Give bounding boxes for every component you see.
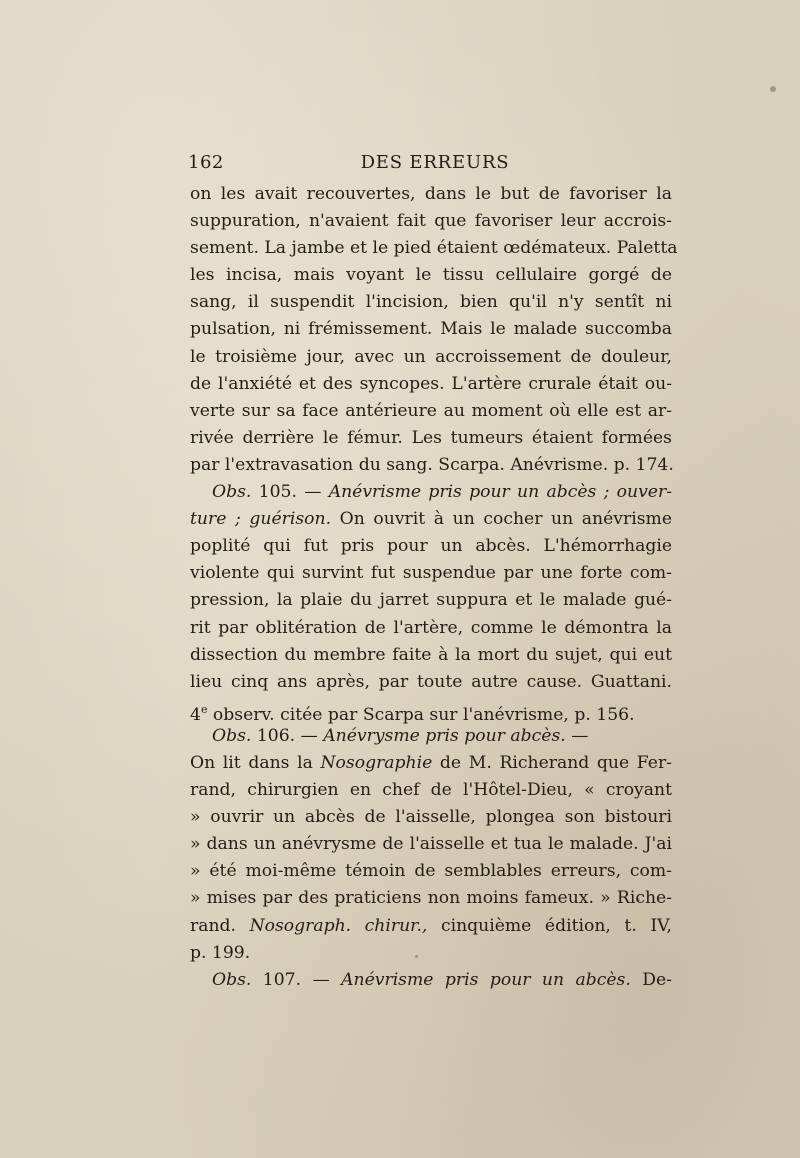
text-line: sement. La jambe et le pied étaient œdémateux. Paletta — [190, 238, 678, 259]
obs-number: 106. — — [251, 725, 318, 746]
text-line — [190, 750, 672, 777]
obs-label: Obs. — [212, 725, 252, 746]
paper-speck — [770, 86, 776, 92]
obs-title: Anévrisme pris pour un abcès. — [341, 969, 631, 990]
text-line: on les avait recouvertes, dans le but de favoriser la — [190, 184, 672, 204]
text-fragment: rand. — [190, 915, 250, 936]
text-line: sang, il suspendit l'incision, bien qu'il n'y sentît ni — [190, 292, 672, 313]
text-fragment: observ. citée par Scarpa sur l'anévrisme, p. 156. — [207, 704, 635, 725]
text-line: verte sur sa face antérieure au moment où elle est ar- — [190, 400, 672, 421]
text-line: violente qui survint fut suspendue par une forte com- — [190, 563, 672, 584]
text-line: rivée derrière le fémur. Les tumeurs étaient formées — [190, 427, 672, 448]
obs-label: Obs. — [212, 969, 252, 990]
text-line: le troisième jour, avec un accroissement de douleur, — [190, 346, 672, 367]
text-line: p. 199. — [190, 942, 251, 963]
obs-title-continued: ture ; guérison. — [190, 509, 332, 530]
running-head — [188, 148, 670, 176]
obs-106-heading — [190, 723, 672, 750]
obs-title: Anévrisme pris pour un abcès ; ouver- — [328, 482, 672, 503]
text-line: par l'extravasation du sang. Scarpa. Anévrisme. p. 174. — [190, 454, 674, 475]
text-line: dissection du membre faite à la mort du sujet, qui eut — [190, 644, 672, 665]
text-fragment: On ouvrit à un cocher un anévrisme — [331, 509, 672, 530]
text-line: rand, chirurgien en chef de l'Hôtel-Dieu, « croyant — [190, 780, 672, 801]
running-title: DES ERREURS — [360, 152, 510, 173]
text-line: » ouvrir un abcès de l'aisselle, plongea son bistouri — [190, 807, 672, 828]
text-line: » été moi-même témoin de semblables erreurs, com- — [190, 861, 672, 882]
obs-105-heading — [190, 479, 672, 506]
text-line: » dans un anévrysme de l'aisselle et tua le malade. J'ai — [190, 834, 672, 855]
paper-speck — [636, 898, 640, 902]
text-fragment: de M. Richerand que Fer- — [432, 752, 672, 773]
text-line — [190, 913, 672, 940]
paper-speck — [415, 955, 418, 958]
text-line: pression, la plaie du jarret suppura et le malade gué- — [190, 590, 672, 611]
text-line — [190, 506, 672, 533]
text-fragment: On lit dans la — [190, 752, 321, 773]
text-fragment: 4 — [190, 704, 201, 725]
text-line: de l'anxiété et des syncopes. L'artère crurale était ou- — [190, 373, 672, 394]
book-title: Nosographie — [320, 752, 433, 773]
book-title: Nosograph. chirur., — [249, 915, 428, 936]
obs-title: Anévrysme pris pour abcès. — [323, 725, 566, 746]
text-fragment: De- — [630, 969, 672, 990]
text-line: lieu cinq ans après, par toute autre cause. Guattani. — [190, 671, 672, 692]
text-fragment: — — [565, 725, 589, 746]
obs-number: 107. — — [251, 969, 330, 990]
text-fragment: cinquième édition, t. IV, — [427, 915, 672, 936]
text-line: les incisa, mais voyant le tissu cellulaire gorgé de — [190, 265, 672, 286]
obs-number: 105. — — [251, 482, 322, 503]
obs-label: Obs. — [212, 482, 252, 503]
text-line: rit par oblitération de l'artère, comme le démontra la — [190, 617, 672, 638]
obs-107-heading — [190, 967, 672, 994]
superscript: e — [200, 702, 208, 716]
text-line: poplité qui fut pris pour un abcès. L'hémorrhagie — [190, 536, 672, 557]
body-text — [190, 181, 678, 994]
text-line: » mises par des praticiens non moins fameux. » Riche- — [190, 888, 672, 909]
text-line: pulsation, ni frémissement. Mais le malade succomba — [190, 319, 672, 340]
text-line — [190, 696, 672, 723]
page-number: 162 — [188, 152, 224, 173]
text-line: suppuration, n'avaient fait que favoriser leur accrois- — [190, 211, 672, 232]
